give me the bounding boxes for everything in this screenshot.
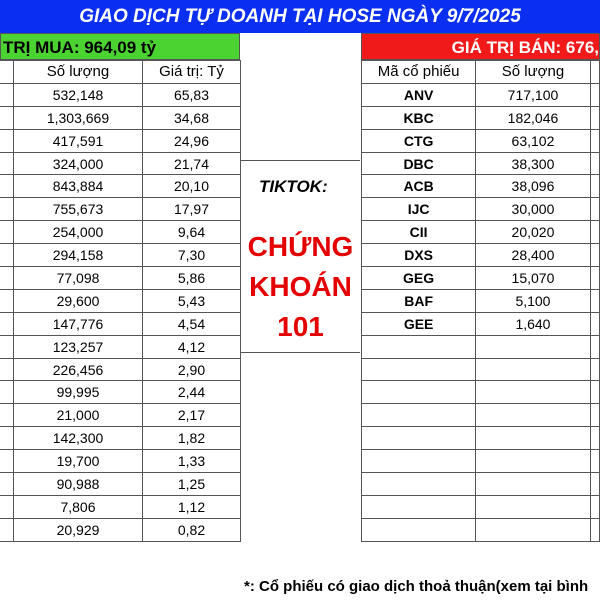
table-row [362, 129, 600, 152]
stock-code-cell [362, 518, 476, 541]
empty-row [362, 450, 600, 473]
value-cell: 5,43 [143, 289, 241, 312]
value-cell [590, 289, 599, 312]
column-header: Số lượng [14, 61, 143, 84]
table-row [362, 198, 600, 221]
tiktok-label: TIKTOK: [259, 177, 328, 196]
promo-box [241, 160, 360, 353]
stock-code-cell [362, 358, 476, 381]
brand-name [241, 227, 360, 347]
stock-code-cell: DXS [362, 244, 476, 267]
table-row [0, 221, 241, 244]
code-cell [0, 198, 14, 221]
code-cell [0, 175, 14, 198]
stock-code-cell [362, 473, 476, 496]
quantity-cell [476, 404, 591, 427]
empty-row [362, 335, 600, 358]
quantity-cell: 7,806 [14, 495, 143, 518]
value-cell: 2,44 [143, 381, 241, 404]
stock-code-cell [362, 450, 476, 473]
quantity-cell [476, 495, 591, 518]
value-cell: 20,10 [143, 175, 241, 198]
value-cell [590, 381, 599, 404]
value-cell [590, 404, 599, 427]
quantity-cell: 90,988 [14, 473, 143, 496]
table-row [362, 289, 600, 312]
stock-code-cell [362, 427, 476, 450]
quantity-cell: 1,640 [476, 312, 591, 335]
empty-row [362, 427, 600, 450]
value-cell [590, 358, 599, 381]
quantity-cell: 294,158 [14, 244, 143, 267]
quantity-cell: 20,020 [476, 221, 591, 244]
stock-code-cell: DBC [362, 152, 476, 175]
value-cell [590, 175, 599, 198]
quantity-cell: 843,884 [14, 175, 143, 198]
value-cell: 34,68 [143, 106, 241, 129]
value-cell: 21,74 [143, 152, 241, 175]
quantity-cell: 417,591 [14, 129, 143, 152]
stock-code-cell [362, 381, 476, 404]
code-cell [0, 289, 14, 312]
table-row [362, 152, 600, 175]
quantity-cell: 182,046 [476, 106, 591, 129]
table-row [0, 312, 241, 335]
code-cell [0, 381, 14, 404]
table-row [362, 244, 600, 267]
value-cell: 1,33 [143, 450, 241, 473]
quantity-cell: 30,000 [476, 198, 591, 221]
quantity-cell: 123,257 [14, 335, 143, 358]
quantity-cell: 717,100 [476, 83, 591, 106]
page-title: GIAO DỊCH TỰ DOANH TẠI HOSE NGÀY 9/7/2025 [0, 0, 600, 33]
code-cell [0, 427, 14, 450]
quantity-cell [476, 381, 591, 404]
brand-line: CHỨNG [247, 231, 354, 262]
table-row [0, 289, 241, 312]
quantity-cell: 21,000 [14, 404, 143, 427]
code-cell [0, 83, 14, 106]
stock-code-cell: CII [362, 221, 476, 244]
value-cell [590, 106, 599, 129]
table-row [362, 312, 600, 335]
code-cell [0, 450, 14, 473]
value-cell: 4,54 [143, 312, 241, 335]
table-row [0, 358, 241, 381]
quantity-cell [476, 450, 591, 473]
stock-code-cell: ACB [362, 175, 476, 198]
quantity-cell: 755,673 [14, 198, 143, 221]
empty-row [362, 358, 600, 381]
code-cell [0, 129, 14, 152]
table-row [0, 129, 241, 152]
table-row [0, 106, 241, 129]
value-cell [590, 83, 599, 106]
table-row [0, 495, 241, 518]
stock-code-cell: BAF [362, 289, 476, 312]
footnote: *: Cổ phiếu có giao dịch thoả thuận(xem tại bình [244, 578, 589, 595]
value-cell [590, 335, 599, 358]
value-cell: 2,17 [143, 404, 241, 427]
value-cell [590, 221, 599, 244]
quantity-cell: 142,300 [14, 427, 143, 450]
table-row [0, 152, 241, 175]
value-cell: 65,83 [143, 83, 241, 106]
code-cell [0, 404, 14, 427]
sell-table [361, 60, 600, 542]
code-cell [0, 518, 14, 541]
value-cell: 1,12 [143, 495, 241, 518]
quantity-cell: 324,000 [14, 152, 143, 175]
quantity-cell: 5,100 [476, 289, 591, 312]
quantity-cell: 20,929 [14, 518, 143, 541]
table-row [0, 404, 241, 427]
value-cell: 2,90 [143, 358, 241, 381]
value-cell: 9,64 [143, 221, 241, 244]
table-row [362, 267, 600, 290]
value-cell [590, 152, 599, 175]
code-cell [0, 312, 14, 335]
stock-code-cell: IJC [362, 198, 476, 221]
code-cell [0, 495, 14, 518]
buy-header-row [0, 61, 241, 84]
value-cell: 4,12 [143, 335, 241, 358]
quantity-cell: 532,148 [14, 83, 143, 106]
table-row [0, 267, 241, 290]
table-row [0, 427, 241, 450]
table-row [362, 175, 600, 198]
quantity-cell: 1,303,669 [14, 106, 143, 129]
table-row [0, 381, 241, 404]
table-row [0, 83, 241, 106]
table-row [0, 335, 241, 358]
stock-code-cell: KBC [362, 106, 476, 129]
empty-row [362, 381, 600, 404]
code-cell [0, 473, 14, 496]
value-cell [590, 495, 599, 518]
value-cell: 1,82 [143, 427, 241, 450]
quantity-cell: 15,070 [476, 267, 591, 290]
value-cell [590, 198, 599, 221]
quantity-cell [476, 358, 591, 381]
stock-code-cell: CTG [362, 129, 476, 152]
quantity-cell [476, 427, 591, 450]
table-row [0, 175, 241, 198]
value-cell: 24,96 [143, 129, 241, 152]
buy-table [0, 60, 241, 542]
value-cell: 7,30 [143, 244, 241, 267]
quantity-cell: 147,776 [14, 312, 143, 335]
quantity-cell: 38,096 [476, 175, 591, 198]
value-cell [590, 450, 599, 473]
quantity-cell [476, 335, 591, 358]
column-header: Mã cổ phiếu [362, 61, 476, 84]
code-cell [0, 267, 14, 290]
stock-code-cell [362, 404, 476, 427]
empty-row [362, 473, 600, 496]
table-row [362, 83, 600, 106]
value-cell [590, 518, 599, 541]
stock-code-cell: ANV [362, 83, 476, 106]
value-cell: 5,86 [143, 267, 241, 290]
quantity-cell: 99,995 [14, 381, 143, 404]
table-row [0, 244, 241, 267]
value-cell [590, 427, 599, 450]
quantity-cell: 29,600 [14, 289, 143, 312]
code-cell [0, 61, 14, 84]
quantity-cell: 226,456 [14, 358, 143, 381]
value-cell [590, 244, 599, 267]
code-cell [0, 152, 14, 175]
value-cell [590, 129, 599, 152]
code-cell [0, 358, 14, 381]
code-cell [0, 335, 14, 358]
value-cell [590, 61, 599, 84]
column-header: Số lượng [476, 61, 591, 84]
column-header: Giá trị: Tỷ [143, 61, 241, 84]
quantity-cell: 63,102 [476, 129, 591, 152]
quantity-cell: 28,400 [476, 244, 591, 267]
table-row [0, 198, 241, 221]
sell-total-header: GIÁ TRỊ BÁN: 676, [361, 33, 600, 60]
table-row [362, 221, 600, 244]
quantity-cell: 77,098 [14, 267, 143, 290]
quantity-cell: 19,700 [14, 450, 143, 473]
code-cell [0, 106, 14, 129]
brand-line: 101 [277, 311, 324, 342]
quantity-cell [476, 518, 591, 541]
sell-header-row [362, 61, 600, 84]
value-cell [590, 312, 599, 335]
stock-code-cell: GEE [362, 312, 476, 335]
code-cell [0, 221, 14, 244]
buy-total-header: TRỊ MUA: 964,09 tỷ [0, 33, 240, 60]
quantity-cell: 38,300 [476, 152, 591, 175]
quantity-cell: 254,000 [14, 221, 143, 244]
value-cell: 0,82 [143, 518, 241, 541]
code-cell [0, 244, 14, 267]
brand-line: KHOÁN [249, 271, 352, 302]
empty-row [362, 518, 600, 541]
value-cell: 17,97 [143, 198, 241, 221]
stock-code-cell: GEG [362, 267, 476, 290]
empty-row [362, 404, 600, 427]
empty-row [362, 495, 600, 518]
table-row [0, 450, 241, 473]
table-row [0, 473, 241, 496]
value-cell [590, 473, 599, 496]
value-cell [590, 267, 599, 290]
stock-code-cell [362, 335, 476, 358]
stock-code-cell [362, 495, 476, 518]
value-cell: 1,25 [143, 473, 241, 496]
quantity-cell [476, 473, 591, 496]
table-row [362, 106, 600, 129]
table-row [0, 518, 241, 541]
